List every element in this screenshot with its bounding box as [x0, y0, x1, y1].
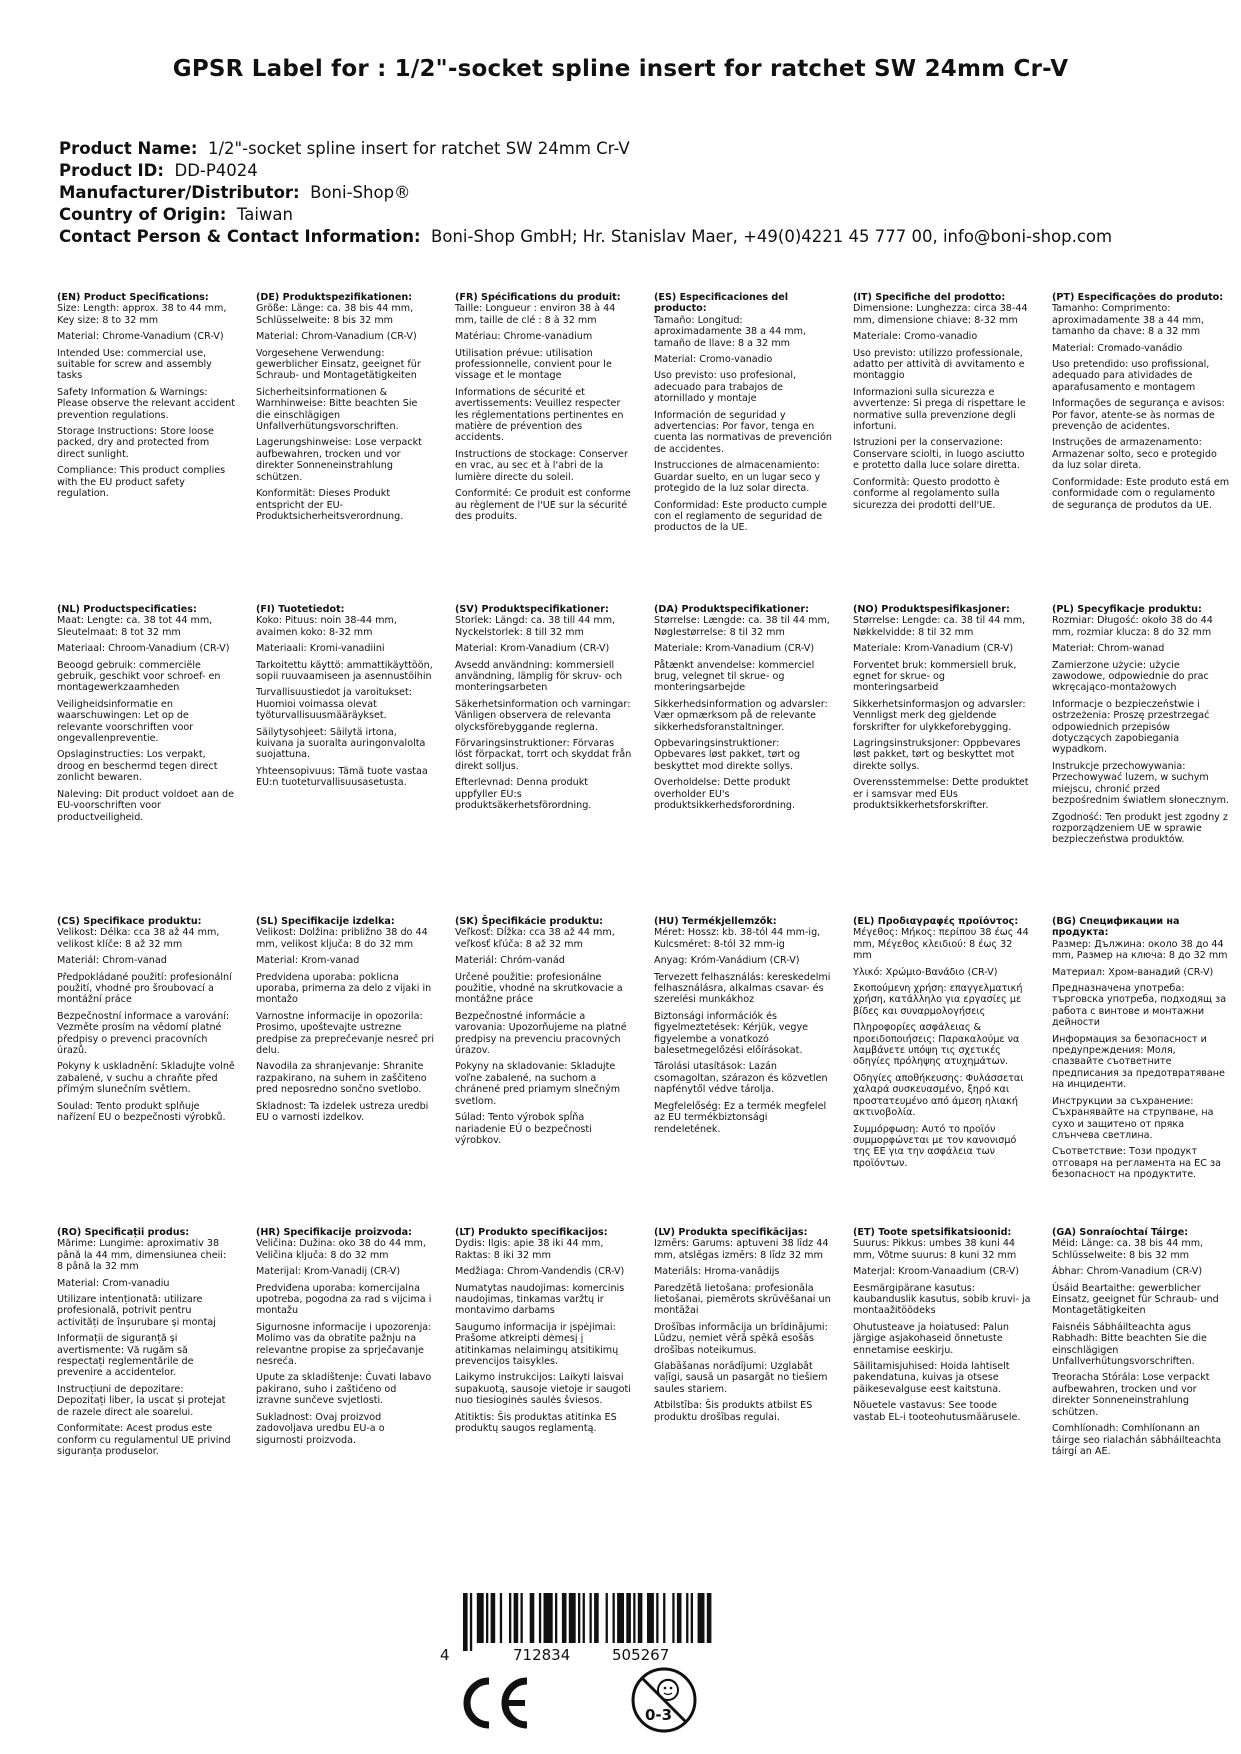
spec-paragraph: Información de seguridad y advertencias: Por favor, tenga en cuenta las normativas de prevención de accidentes.	[654, 409, 832, 455]
spec-paragraph: Размер: Дължина: около 38 до 44 mm, Размер на ключа: 8 до 32 mm	[1052, 938, 1228, 962]
spec-heading: (ET) Toote spetsifikatsioonid:	[853, 1227, 1012, 1238]
spec-paragraph: Avsedd användning: kommersiell användning, lämplig för skruv- och monteringsarbeten	[455, 659, 623, 694]
info-key: Manufacturer/Distributor:	[59, 183, 300, 202]
spec-section	[1052, 292, 1230, 516]
spec-paragraph: Materiaali: Kromi-vanadiini	[256, 643, 385, 655]
spec-paragraph: Säilytysohjeet: Säilytä irtona, kuivana ja suoralta auringonvalolta suojattuna.	[256, 726, 426, 761]
barcode-bar	[530, 1593, 535, 1643]
spec-paragraph: Atbilstība: Šis produkts atbilst ES produktu drošības regulai.	[654, 1400, 813, 1423]
spec-paragraph: Predvidena uporaba: poklicna uporaba, primerna za delo z vijaki in montažo	[256, 971, 432, 1006]
spec-paragraph: Sikkerhedsinformation og advarsler: Vær opmærksom på de relevante sikkerhedsforanstaltninger.	[654, 698, 828, 733]
barcode-bar	[486, 1593, 488, 1643]
spec-paragraph: Μέγεθος: Μήκος: περίπου 38 έως 44 mm, Μέγεθος κλειδιού: 8 έως 32 mm	[853, 927, 1029, 962]
spec-paragraph: Tervezett felhasználás: kereskedelmi felhasználásra, alkalmas csavar- és szerelési munkákhoz	[654, 971, 831, 1006]
spec-paragraph: Instrucțiuni de depozitare: Depozitați liber, la uscat și protejat de razele direct ale soarelui.	[57, 1383, 226, 1418]
spec-paragraph: Informacje o bezpieczeństwie i ostrzeżenia: Proszę przestrzegać odpowiednich przepisów dotyczących zapobiegania wypadkom.	[1052, 698, 1210, 756]
spec-section	[1052, 1227, 1230, 1462]
spec-heading: (SL) Specifikacije izdelka:	[256, 916, 395, 927]
barcode-bar	[698, 1593, 705, 1643]
spec-paragraph: Informations de sécurité et avertissements: Veuillez respecter les réglementations pertinentes en matière de prévention des accidents.	[455, 386, 624, 444]
spec-section	[654, 604, 832, 817]
spec-paragraph: Størrelse: Længde: ca. 38 til 44 mm, Nøglestørrelse: 8 til 32 mm	[654, 615, 830, 638]
barcode-bar	[594, 1593, 599, 1643]
spec-paragraph: Zamierzone użycie: użycie zawodowe, odpowiednie do prac wkręcająco-montażowych	[1052, 659, 1209, 694]
spec-paragraph: Intended Use: commercial use, suitable for screw and assembly tasks	[57, 347, 212, 382]
barcode-bar	[509, 1593, 511, 1643]
ean-barcode	[440, 1593, 750, 1663]
spec-paragraph: Vorgesehene Verwendung: gewerblicher Einsatz, geeignet für Schraub- und Montagetätigkeiten	[256, 347, 421, 382]
spec-paragraph: Faisnéis Sábháilteachta agus Rabhadh: Bitte beachten Sie die einschlägigen Unfallverhütungsvorschriften.	[1052, 1321, 1207, 1368]
spec-heading: (HU) Termékjellemzők:	[654, 916, 777, 927]
info-value: DD-P4024	[174, 161, 258, 180]
spec-heading: (HR) Specifikacije proizvoda:	[256, 1227, 412, 1238]
spec-section	[57, 916, 235, 1129]
spec-paragraph: Predviđena uporaba: komercijalna upotreba, pogodna za rad s vijcima i montažu	[256, 1282, 432, 1317]
spec-section	[654, 916, 832, 1140]
spec-paragraph: Utilizare intenționată: utilizare profesională, potrivit pentru activități de înșurubare și montaj	[57, 1294, 216, 1328]
spec-paragraph: Navodila za shranjevanje: Shranite razpakirano, na suhem in zaščiteno pred neposredno sončno svetlobo.	[256, 1061, 427, 1096]
spec-paragraph: Instrucciones de almacenamiento: Guardar suelto, en un lugar seco y protegido de la luz solar directa.	[654, 460, 821, 495]
spec-paragraph: Opslaginstructies: Los verpakt, droog en beschermd tegen direct zonlicht bewaren.	[57, 749, 218, 784]
barcode-bar	[686, 1593, 688, 1643]
barcode-bar	[562, 1593, 567, 1643]
spec-paragraph: Material: Krom-vanad	[256, 955, 360, 967]
spec-paragraph: Veľkosť: Dĺžka: cca 38 až 44 mm, veľkosť kľúča: 8 až 32 mm	[455, 927, 615, 950]
spec-paragraph: Soulad: Tento produkt splňuje nařízení EU o bezpečnosti výrobků.	[57, 1100, 226, 1124]
spec-paragraph: Bezpečnostné informácie a varovania: Upozorňujeme na platné predpisy na prevenciu pracovných úrazov.	[455, 1010, 627, 1057]
spec-paragraph: Dimensione: Lunghezza: circa 38-44 mm, dimensione chiave: 8-32 mm	[853, 303, 1028, 326]
barcode-left-digits: 712834	[513, 1646, 571, 1664]
spec-section	[455, 292, 633, 527]
spec-section	[455, 604, 633, 817]
spec-paragraph: Velikost: Délka: cca 38 až 44 mm, velikost klíče: 8 až 32 mm	[57, 927, 220, 950]
spec-paragraph: Materijal: Krom-Vanadij (CR-V)	[256, 1266, 401, 1278]
spec-paragraph: Safety Information & Warnings: Please observe the relevant accident prevention regulations.	[57, 386, 235, 421]
barcode-bar	[707, 1593, 712, 1643]
spec-paragraph: Größe: Länge: ca. 38 bis 44 mm, Schlüsselweite: 8 bis 32 mm	[256, 303, 414, 326]
spec-paragraph: Materiāls: Hroma-vanādijs	[654, 1266, 780, 1278]
spec-paragraph: Υλικό: Χρώμιο-Βανάδιο (CR-V)	[853, 966, 998, 978]
spec-paragraph: Σκοπούμενη χρήση: επαγγελματική χρήση, κατάλληλο για εργασίες με βίδες και συναρμολογήσεις	[853, 983, 1023, 1017]
spec-paragraph: Méret: Hossz: kb. 38-tól 44 mm-ig, Kulcsméret: 8-tól 32 mm-ig	[654, 927, 821, 950]
spec-paragraph: Veiligheidsinformatie en waarschuwingen: Let op de relevante voorschriften voor ongevallenpreventie.	[57, 698, 194, 745]
info-value: Taiwan	[236, 205, 293, 224]
spec-paragraph: Påtænkt anvendelse: kommerciel brug, velegnet til skrue- og monteringsarbejde	[654, 659, 815, 694]
spec-paragraph: Informações de segurança e avisos: Por favor, atente-se às normas de prevenção de acidentes.	[1052, 398, 1225, 433]
spec-paragraph: Sicherheitsinformationen & Warnhinweise: Bitte beachten Sie die einschlägigen Unfallverhütungsvorschriften.	[256, 386, 418, 433]
spec-paragraph: Compliance: This product complies with the EU product safety regulation.	[57, 465, 226, 500]
spec-paragraph: Πληροφορίες ασφάλειας & προειδοποιήσεις: Παρακαλούμε να λαμβάνετε υπόψη τις σχετικές οδηγίες πρόληψης ατυχημάτων.	[853, 1022, 1020, 1068]
spec-paragraph: Opbevaringsinstruktioner: Opbevares løst pakket, tørt og beskyttet mod direkte sollys.	[654, 738, 801, 772]
barcode-bar	[583, 1593, 585, 1643]
spec-heading: (IT) Specifiche del prodotto:	[853, 292, 1006, 303]
spec-paragraph: Συμμόρφωση: Αυτό το προϊόν συμμορφώνεται με τον κανονισμό της ΕΕ για την ασφάλεια των προϊόντων.	[853, 1123, 1017, 1169]
barcode-bar	[578, 1593, 580, 1643]
spec-paragraph: Zgodność: Ten produkt jest zgodny z rozporządzeniem UE w sprawie bezpieczeństwa produktów.	[1052, 811, 1228, 846]
barcode-bar	[544, 1593, 553, 1643]
spec-heading: (SV) Produktspecifikationer:	[455, 604, 609, 615]
spec-paragraph: Rozmiar: Długość: około 38 do 44 mm, rozmiar klucza: 8 do 32 mm	[1052, 615, 1213, 638]
spec-paragraph: Medžiaga: Chrom-Vandendis (CR-V)	[455, 1266, 625, 1278]
barcode-right-digits: 505267	[612, 1646, 670, 1664]
spec-paragraph: Istruzioni per la conservazione: Conservare sciolti, in luogo asciutto e protetto dalla luce solare diretta.	[853, 437, 1025, 472]
spec-paragraph: Dydis: Ilgis: apie 38 iki 44 mm, Raktas: 8 iki 32 mm	[455, 1238, 604, 1261]
spec-paragraph: Materiał: Chrom-wanad	[1052, 643, 1165, 655]
spec-heading: (PL) Specyfikacje produktu:	[1052, 604, 1202, 615]
spec-paragraph: Overholdelse: Dette produkt overholder EU's produktsikkerhedsforordning.	[654, 777, 796, 812]
barcode-bar	[672, 1593, 674, 1643]
spec-paragraph: Størrelse: Lengde: ca. 38 til 44 mm, Nøkkelvidde: 8 til 32 mm	[853, 615, 1026, 638]
info-key: Contact Person & Contact Information:	[59, 227, 421, 246]
spec-heading: (DE) Produktspezifikationen:	[256, 292, 413, 303]
barcode-bar	[613, 1593, 615, 1643]
barcode-bar	[663, 1593, 665, 1643]
spec-paragraph: Предназначена употреба: търговска употреба, подходящ за работа с винтове и монтажни дейности	[1052, 983, 1227, 1029]
spec-paragraph: Anyag: Króm-Vanádium (CR-V)	[654, 955, 800, 967]
product-id-row	[59, 160, 1112, 182]
spec-paragraph: Ábhar: Chrom-Vanadium (CR-V)	[1052, 1266, 1203, 1278]
spec-paragraph: Tamanho: Comprimento: aproximadamente 38 a 44 mm, tamanho da chave: 8 a 32 mm	[1052, 303, 1205, 338]
spec-section	[57, 604, 235, 828]
spec-paragraph: Instructions de stockage: Conserver en vrac, au sec et à l'abri de la lumière directe du soleil.	[455, 448, 628, 483]
spec-paragraph: Lagerungshinweise: Lose verpackt aufbewahren, trocken und vor direkter Sonneneinstrahlung schützen.	[256, 437, 422, 483]
barcode-bar	[539, 1593, 541, 1643]
page-title: GPSR Label for : 1/2"-socket spline insert for ratchet SW 24mm Cr-V	[172, 56, 1069, 82]
spec-paragraph: Méid: Länge: ca. 38 bis 44 mm, Schlüsselweite: 8 bis 32 mm	[1052, 1238, 1204, 1261]
spec-paragraph: Izmērs: Garums: aptuveni 38 līdz 44 mm, atslēgas izmērs: 8 līdz 32 mm	[654, 1238, 829, 1261]
spec-paragraph: Storlek: Längd: ca. 38 till 44 mm, Nyckelstorlek: 8 till 32 mm	[455, 615, 616, 638]
spec-paragraph: Utilisation prévue: utilisation professionnelle, convient pour le vissage et le montage	[455, 347, 612, 382]
spec-paragraph: Uso previsto: utilizzo professionale, adatto per attività di avvitamento e montaggio	[853, 347, 1025, 382]
spec-paragraph: Sukladnost: Ovaj proizvod zadovoljava uredbu EU-a o sigurnosti proizvoda.	[256, 1411, 385, 1446]
spec-heading: (DA) Produktspecifikationer:	[654, 604, 809, 615]
spec-paragraph: Atitiktis: Šis produktas atitinka ES produktų saugos reglamentą.	[455, 1411, 617, 1435]
spec-paragraph: Conformitate: Acest produs este conform cu regulamentul UE privind siguranța produselor.	[57, 1423, 231, 1457]
barcode-bar	[500, 1593, 502, 1643]
spec-section	[853, 604, 1031, 817]
spec-paragraph: Overensstemmelse: Dette produktet er i samsvar med EUs produktsikkerhetsforskrifter.	[853, 777, 1029, 812]
spec-paragraph: Tarkoitettu käyttö: ammattikäyttöön, sopii ruuvaamiseen ja asennustöihin	[256, 659, 433, 683]
spec-paragraph: Uso pretendido: uso profissional, adequado para atividades de aparafusamento e montagem	[1052, 359, 1210, 393]
info-key: Product Name:	[59, 139, 198, 158]
spec-paragraph: Glabāšanas norādījumi: Uzglabāt vaļīgi, sausā un pasargāt no tiešiem saules stariem.	[654, 1361, 828, 1395]
barcode-bar	[638, 1593, 643, 1643]
spec-paragraph: Beoogd gebruik: commerciële gebruik, geschikt voor schroef- en montagewerkzaamheden	[57, 659, 221, 694]
spec-paragraph: Storage Instructions: Store loose packed, dry and protected from direct sunlight.	[57, 426, 214, 460]
contact-row	[59, 226, 1112, 248]
spec-paragraph: Konformität: Dieses Produkt entspricht der EU-Produktsicherheitsverordnung.	[256, 488, 404, 522]
spec-heading: (BG) Спецификации на продукта:	[1052, 916, 1180, 939]
spec-heading: (FI) Tuotetiedot:	[256, 604, 345, 615]
barcode-bar	[491, 1593, 496, 1643]
spec-section	[256, 916, 434, 1129]
spec-paragraph: Saugumo informacija ir įspėjimai: Prašome atkreipti dėmesį į atitinkamas nelaimingų atsitikimų prevencijos taisykles.	[455, 1321, 619, 1368]
manufacturer-row	[59, 182, 1112, 204]
barcode-bar	[606, 1593, 608, 1643]
spec-paragraph: Mărime: Lungime: aproximativ 38 până la 44 mm, dimensiunea cheii: 8 până la 32 mm	[57, 1238, 227, 1273]
spec-paragraph: Material: Crom-vanadiu	[57, 1277, 170, 1289]
spec-paragraph: Инструкции за съхранение: Съхранявайте на струпване, на сухо и защитено от пряка слънчева светлина.	[1052, 1095, 1214, 1141]
spec-section	[256, 292, 434, 527]
spec-paragraph: Size: Length: approx. 38 to 44 mm, Key size: 8 to 32 mm	[57, 303, 227, 326]
spec-paragraph: Ohutusteave ja hoiatused: Palun järgige asjakohaseid õnnetuste ennetamise eeskirju.	[853, 1321, 1009, 1356]
spec-paragraph: Předpokládané použití: profesionální použití, vhodné pro šroubovací a montážní práce	[57, 971, 232, 1006]
spec-paragraph: Säilitamisjuhised: Hoida lahtiselt pakendatuna, kuivas ja otsese päikesevalguse eest kaitstuna.	[853, 1361, 1010, 1395]
spec-heading: (RO) Specificații produs:	[57, 1227, 190, 1238]
spec-paragraph: Förvaringsinstruktioner: Förvaras löst förpackat, torrt och skyddat från direkt solljus.	[455, 738, 632, 772]
spec-paragraph: Skladnost: Ta izdelek ustreza uredbi EU o varnosti izdelkov.	[256, 1100, 429, 1124]
spec-paragraph: Varnostne informacije in opozorila: Prosimo, upoštevajte ustrezne predpise za preprečevanje nesreč pri delu.	[256, 1010, 435, 1057]
spec-paragraph: Numatytas naudojimas: komercinis naudojimas, tinkamas varžtų ir montavimo darbams	[455, 1282, 625, 1317]
spec-heading: (CS) Specifikace produktu:	[57, 916, 202, 927]
spec-paragraph: Instrukcje przechowywania: Przechowywać luzem, w suchym miejscu, chronić przed bezpośrednim światłem słonecznym.	[1052, 760, 1230, 807]
barcode-bar	[647, 1593, 654, 1643]
spec-paragraph: Tamaño: Longitud: aproximadamente 38 a 44 mm, tamaño de llave: 8 a 32 mm	[654, 314, 807, 349]
spec-paragraph: Οδηγίες αποθήκευσης: Φυλάσσεται χαλαρά συσκευασμένο, ξηρό και προστατευμένο από άμεση ηλιακή ακτινοβολία.	[853, 1072, 1024, 1119]
ce-mark-icon	[455, 1675, 535, 1731]
info-key: Product ID:	[59, 161, 164, 180]
spec-paragraph: Bezpečnostní informace a varování: Vezměte prosím na vědomí platné předpisy o prevenci pracovních úrazů.	[57, 1010, 230, 1057]
spec-paragraph: Treoracha Stórála: Lose verpackt aufbewahren, trocken und vor direkter Sonneneinstrahlung schützen.	[1052, 1372, 1210, 1418]
spec-paragraph: Efterlevnad: Denna produkt uppfyller EU:s produktsäkerhetsförordning.	[455, 777, 592, 812]
spec-paragraph: Материал: Хром-ванадий (CR-V)	[1052, 966, 1214, 978]
barcode-bars	[463, 1593, 733, 1651]
spec-section	[57, 292, 235, 505]
spec-section	[853, 292, 1031, 516]
spec-paragraph: Material: Chrome-Vanadium (CR-V)	[57, 331, 224, 343]
spec-paragraph: Material: Chrom-Vanadium (CR-V)	[256, 331, 417, 343]
spec-paragraph: Biztonsági információk és figyelmeztetések: Kérjük, vegye figyelembe a vonatkozó balesetmegelőzési előírásokat.	[654, 1010, 809, 1057]
spec-paragraph: Material: Cromado-vanádio	[1052, 342, 1183, 354]
spec-paragraph: Comhlíonadh: Comhlíonann an táirge seo rialachán sábháilteachta táirgí an AE.	[1052, 1423, 1222, 1457]
spec-paragraph: Turvallisuustiedot ja varoitukset: Huomioi voimassa olevat työturvallisuusmääräykset.	[256, 687, 412, 722]
spec-section	[256, 1227, 434, 1451]
spec-paragraph: Materjal: Kroom-Vanaadium (CR-V)	[853, 1266, 1019, 1278]
spec-paragraph: Material: Cromo-vanadio	[654, 354, 773, 366]
product-name-row	[59, 138, 1112, 160]
spec-paragraph: Conformidade: Este produto está em conformidade com o regulamento de segurança de produtos da UE.	[1052, 476, 1230, 511]
spec-paragraph: Forventet bruk: kommersiell bruk, egnet for skrue- og monteringsarbeid	[853, 659, 1017, 694]
spec-paragraph: Sikkerhetsinformasjon og advarsler: Vennligst merk deg gjeldende forskrifter for ulykkeforebygging.	[853, 698, 1026, 733]
spec-paragraph: Maat: Lengte: ca. 38 tot 44 mm, Sleutelmaat: 8 tot 32 mm	[57, 615, 213, 638]
spec-paragraph: Laikymo instrukcijos: Laikyti laisvai supakuotą, sausoje vietoje ir saugoti nuo tiesioginės saulės šviesos.	[455, 1372, 631, 1407]
barcode-bar	[691, 1593, 693, 1643]
barcode-bar	[514, 1593, 519, 1643]
spec-paragraph: Yhteensopivuus: Tämä tuote vastaa EU:n tuoteturvallisuusasetusta.	[256, 765, 428, 789]
barcode-bar	[555, 1593, 557, 1643]
spec-paragraph: Lagringsinstruksjoner: Oppbevares løst pakket, tørt og beskyttet mot direkte sollys.	[853, 738, 1021, 772]
spec-paragraph: Veličina: Dužina: oko 38 do 44 mm, Veličina ključa: 8 do 32 mm	[256, 1238, 426, 1261]
spec-paragraph: Určené použitie: profesionálne použitie, vhodné na skrutkovacie a montážne práce	[455, 971, 623, 1006]
barcode-bar	[477, 1593, 484, 1643]
spec-paragraph: Materiál: Chróm-vanád	[455, 955, 565, 967]
spec-paragraph: Koko: Pituus: noin 38-44 mm, avaimen koko: 8-32 mm	[256, 615, 397, 638]
spec-paragraph: Drošības informācija un brīdinājumi: Lūdzu, ņemiet vērā spēkā esošās drošības noteikumus.	[654, 1321, 828, 1356]
spec-section	[1052, 916, 1230, 1186]
spec-paragraph: Materiale: Cromo-vanadio	[853, 331, 978, 343]
barcode-first-digit: 4	[440, 1646, 450, 1664]
spec-heading: (EN) Product Specifications:	[57, 292, 209, 303]
spec-heading: (GA) Sonraíochtaí Táirge:	[1052, 1227, 1189, 1238]
spec-heading: (FR) Spécifications du produit:	[455, 292, 621, 303]
spec-paragraph: Uso previsto: uso profesional, adecuado para trabajos de atornillado y montaje	[654, 370, 797, 405]
spec-section	[1052, 604, 1230, 851]
info-value: 1/2"-socket spline insert for ratchet SW 24mm Cr-V	[207, 139, 630, 158]
spec-paragraph: Sigurnosne informacije i upozorenja: Molimo vas da obratite pažnju na relevantne propise za sprječavanje nesreća.	[256, 1321, 432, 1368]
spec-paragraph: Materiale: Krom-Vanadium (CR-V)	[853, 643, 1014, 655]
spec-paragraph: Informazioni sulla sicurezza e avvertenze: Si prega di rispettare le normative sulla prevenzione degli infortuni.	[853, 386, 1026, 433]
spec-section	[256, 604, 434, 794]
not-for-children-0-3-icon	[630, 1666, 698, 1734]
barcode-bar	[463, 1593, 468, 1651]
barcode-bar	[569, 1593, 576, 1643]
spec-paragraph: Materiál: Chrom-vanad	[57, 955, 167, 967]
spec-paragraph: Súlad: Tento výrobok spĺňa nariadenie EÚ o bezpečnosti výrobkov.	[455, 1112, 592, 1146]
age-range-label: 0-3	[645, 1706, 673, 1724]
barcode-bar	[626, 1593, 631, 1643]
spec-paragraph: Conformità: Questo prodotto è conforme al regolamento sulla sicurezza dei prodotti dell'UE.	[853, 476, 1000, 511]
spec-heading: (ES) Especificaciones del producto:	[654, 292, 789, 315]
spec-paragraph: Taille: Longueur : environ 38 à 44 mm, taille de clé : 8 à 32 mm	[455, 303, 616, 326]
spec-paragraph: Materiale: Krom-Vanadium (CR-V)	[654, 643, 815, 655]
spec-paragraph: Suurus: Pikkus: umbes 38 kuni 44 mm, Võtme suurus: 8 kuni 32 mm	[853, 1238, 1017, 1261]
barcode-bar	[470, 1593, 472, 1651]
spec-heading: (PT) Especificações do produto:	[1052, 292, 1224, 303]
info-value: Boni-Shop®	[310, 183, 411, 202]
spec-paragraph: Material: Krom-Vanadium (CR-V)	[455, 643, 610, 655]
spec-section	[654, 1227, 832, 1428]
barcode-bar	[656, 1593, 658, 1643]
info-value: Boni-Shop GmbH; Hr. Stanislav Maer, +49(0)4221 45 777 00, info@boni-shop.com	[431, 227, 1113, 246]
spec-paragraph: Pokyny na skladovanie: Skladujte voľne zabalené, na suchom a chránené pred priamym slnečným svetlom.	[455, 1061, 621, 1107]
product-info	[59, 138, 1112, 248]
spec-heading: (SK) Špecifikácie produktu:	[455, 916, 604, 927]
spec-paragraph: Informații de siguranță și avertismente: Vă rugăm să respectați reglementările de prevenire a accidentelor.	[57, 1333, 194, 1379]
barcode-bar	[677, 1593, 682, 1643]
spec-paragraph: Upute za skladištenje: Čuvati labavo pakirano, suho i zaštićeno od izravne sunčeve svjetlosti.	[256, 1372, 432, 1407]
spec-heading: (EL) Προδιαγραφές προϊόντος:	[853, 916, 1019, 927]
spec-paragraph: Paredzētā lietošana: profesionāla lietošanai, piemērots skrūvēšanai un montāžai	[654, 1282, 831, 1317]
barcode-bar	[633, 1593, 635, 1643]
spec-paragraph: Úsáid Beartaithe: gewerblicher Einsatz, geeignet für Schraub- und Montagetätigkeiten	[1052, 1282, 1219, 1317]
spec-paragraph: Instruções de armazenamento: Armazenar solto, seco e protegido da luz solar direta.	[1052, 437, 1217, 472]
barcode-bar	[590, 1593, 592, 1643]
spec-paragraph: Megfelelőség: Ez a termék megfelel az EU termékbiztonsági rendeletének.	[654, 1100, 827, 1135]
spec-paragraph: Materiaal: Chroom-Vanadium (CR-V)	[57, 643, 230, 655]
info-key: Country of Origin:	[59, 205, 227, 224]
spec-paragraph: Matériau: Chrome-vanadium	[455, 331, 593, 343]
spec-heading: (LV) Produkta specifikācijas:	[654, 1227, 808, 1238]
spec-section	[853, 916, 1031, 1174]
spec-paragraph: Conformidad: Este producto cumple con el reglamento de seguridad de productos de la UE.	[654, 499, 827, 534]
spec-section	[455, 916, 633, 1151]
spec-paragraph: Eesmärgipärane kasutus: kaubanduslik kasutus, sobib kruvi- ja montaažitöödeks	[853, 1282, 1031, 1317]
spec-paragraph: Tárolási utasítások: Lazán csomagoltan, szárazon és közvetlen napfénytől védve tárolja.	[654, 1061, 828, 1096]
barcode-bar	[521, 1593, 523, 1643]
spec-paragraph: Naleving: Dit product voldoet aan de EU-voorschriften voor productveiligheid.	[57, 788, 234, 823]
spec-heading: (NO) Produktspesifikasjoner:	[853, 604, 1010, 615]
spec-section	[654, 292, 832, 539]
spec-paragraph: Conformité: Ce produit est conforme au règlement de l'UE sur la sécurité des produits.	[455, 488, 631, 522]
barcode-bar	[617, 1593, 624, 1643]
spec-heading: (NL) Productspecificaties:	[57, 604, 197, 615]
spec-paragraph: Pokyny k uskladnění: Skladujte volně zabalené, v suchu a chraňte před přímým slunečním světlem.	[57, 1061, 235, 1096]
spec-paragraph: Velikost: Dolžina: približno 38 do 44 mm, velikost ključa: 8 do 32 mm	[256, 927, 428, 950]
spec-section	[455, 1227, 633, 1440]
spec-section	[57, 1227, 235, 1462]
spec-paragraph: Информация за безопасност и предупреждения: Моля, спазвайте съответните предписания за предотвратяване на инциденти.	[1052, 1033, 1225, 1091]
spec-paragraph: Nõuetele vastavus: See toode vastab EL-i tooteohutusmäärusele.	[853, 1400, 1021, 1423]
spec-heading: (LT) Produkto specifikacijos:	[455, 1227, 608, 1238]
country-row	[59, 204, 1112, 226]
spec-section	[853, 1227, 1031, 1428]
spec-paragraph: Съответствие: Този продукт отговаря на регламента на ЕС за безопасност на продуктите.	[1052, 1146, 1221, 1181]
spec-paragraph: Säkerhetsinformation och varningar: Vänligen observera de relevanta olycksförebyggande reglerna.	[455, 698, 631, 733]
